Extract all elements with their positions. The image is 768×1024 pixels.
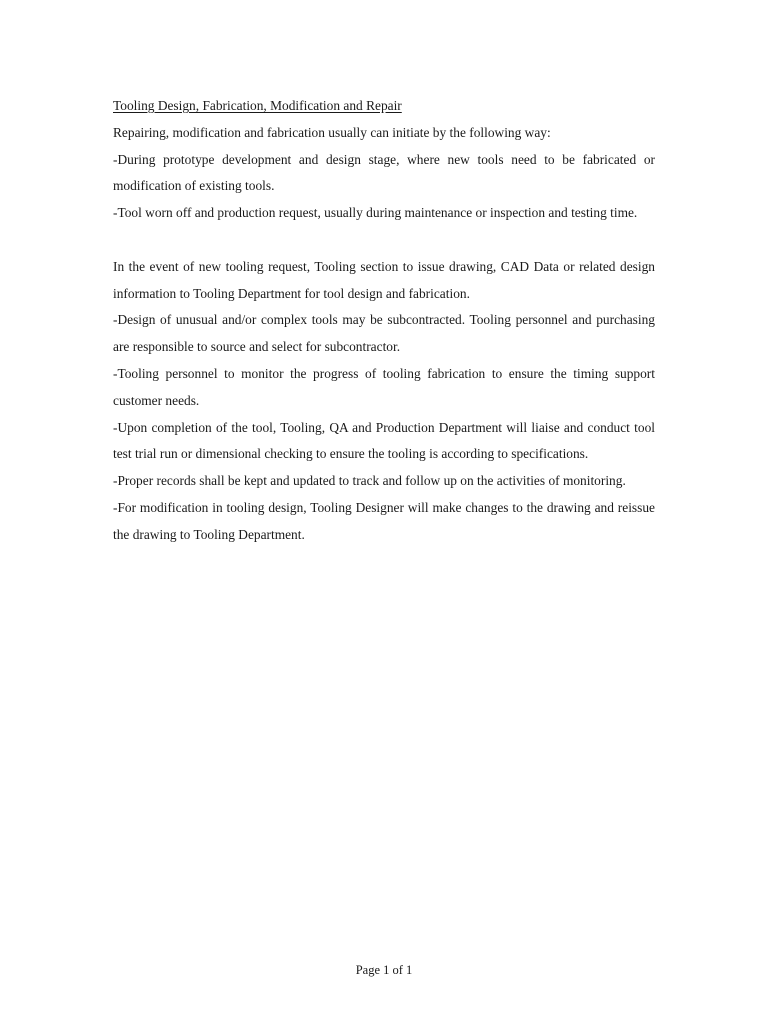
paragraph: In the event of new tooling request, Tooling section to issue drawing, CAD Data or related design information to Tooling Department for tool design and fabrication. [113,258,655,301]
intro-paragraph: Repairing, modification and fabrication usually can initiate by the following way: [113,124,551,140]
paragraph: -Tool worn off and production request, usually during maintenance or inspection and testing time. [113,205,638,221]
document-title: Tooling Design, Fabrication, Modification and Repair [113,98,402,113]
paragraph: -During prototype development and design stage, where new tools need to be fabricated or modification of existing tools. [113,151,655,194]
document-body [113,93,655,549]
paragraph: -For modification in tooling design, Tooling Designer will make changes to the drawing and reissue the drawing to Tooling Department. [113,499,655,542]
paragraph-spacer [113,227,655,254]
page-number: Page 1 of 1 [355,963,413,977]
paragraph: -Upon completion of the tool, Tooling, QA and Production Department will liaise and conduct tool test trial run or dimensional checking to ensure the tooling is according to specifications. [113,419,655,462]
paragraph: -Tooling personnel to monitor the progress of tooling fabrication to ensure the timing support customer needs. [113,365,655,408]
paragraph: -Design of unusual and/or complex tools may be subcontracted. Tooling personnel and purchasing are responsible to source and select for subcontractor. [113,312,655,355]
paragraph: -Proper records shall be kept and updated to track and follow up on the activities of monitoring. [113,473,626,489]
